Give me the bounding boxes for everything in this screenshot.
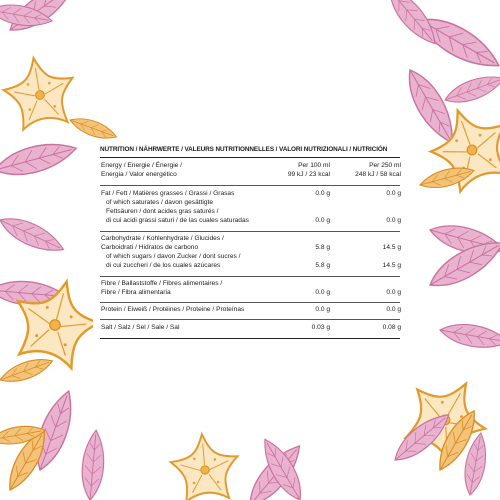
fat-per250: 0.0 g	[386, 190, 401, 197]
energy-label-2: Energia / Valor energético	[101, 171, 177, 178]
fat-label-4: di cui acidi grassi saturi / de las cuales saturadas	[106, 217, 249, 224]
salt-label: Salt / Salz / Sel / Sale / Sal	[101, 324, 180, 331]
carb-per100: 5.8 g	[315, 244, 330, 251]
fat-label-2: of which saturates / davon gesättigte	[106, 199, 214, 206]
col2-header: Per 250 ml	[369, 162, 401, 169]
header-rule	[100, 157, 400, 158]
rule-fibre	[100, 302, 400, 303]
protein-label: Protein / Eiweiß / Protéines / Proteine / Proteínas	[101, 306, 245, 313]
fat-per100: 0.0 g	[315, 190, 330, 197]
fibre-per100: 0.0 g	[315, 289, 330, 296]
energy-per250: 248 kJ / 58 kcal	[355, 171, 401, 178]
carb-label-1: Carbohydrate / Kohlenhydrate / Glucides /	[101, 235, 224, 242]
carb-label-4: di cui zuccheri / de los cuales azúcares	[106, 262, 221, 269]
sugars-per250: 14.5 g	[382, 262, 401, 269]
rule-fat	[100, 231, 400, 232]
protein-per100: 0.0 g	[315, 306, 330, 313]
table-title: NUTRITION / NÄHRWERTE / VALEURS NUTRITIONNELLES / VALORI NUTRIZIONALI / NUTRICIÓN	[100, 146, 388, 153]
footer-rule	[100, 338, 400, 339]
protein-per250: 0.0 g	[386, 306, 401, 313]
carb-per250: 14.5 g	[382, 244, 401, 251]
saturates-per250: 0.0 g	[386, 217, 401, 224]
fibre-label-1: Fibre / Ballaststoffe / Fibres alimentaires /	[101, 280, 223, 287]
carb-label-2: Carboidrati / Hidratos de carbono	[101, 244, 199, 251]
sugars-per100: 5.8 g	[315, 262, 330, 269]
carb-label-3: of which sugars / davon Zucker / dont sucres /	[106, 253, 241, 260]
energy-per100: 99 kJ / 23 kcal	[287, 171, 330, 178]
fibre-per250: 0.0 g	[386, 289, 401, 296]
energy-label-1: Energy / Energie / Énergie /	[101, 162, 183, 169]
fibre-label-2: Fibre / Fibra alimentaria	[101, 289, 171, 296]
fat-label-3: Fettsäuren / dont acides gras saturés /	[106, 208, 219, 215]
salt-per250: 0.08 g	[382, 324, 401, 331]
rule-energy	[100, 185, 400, 186]
salt-per100: 0.03 g	[311, 324, 330, 331]
rule-protein	[100, 319, 400, 320]
col1-header: Per 100 ml	[298, 162, 330, 169]
saturates-per100: 0.0 g	[315, 217, 330, 224]
rule-carbs	[100, 276, 400, 277]
fat-label-1: Fat / Fett / Matières grasses / Grassi / Grasas	[101, 190, 235, 197]
